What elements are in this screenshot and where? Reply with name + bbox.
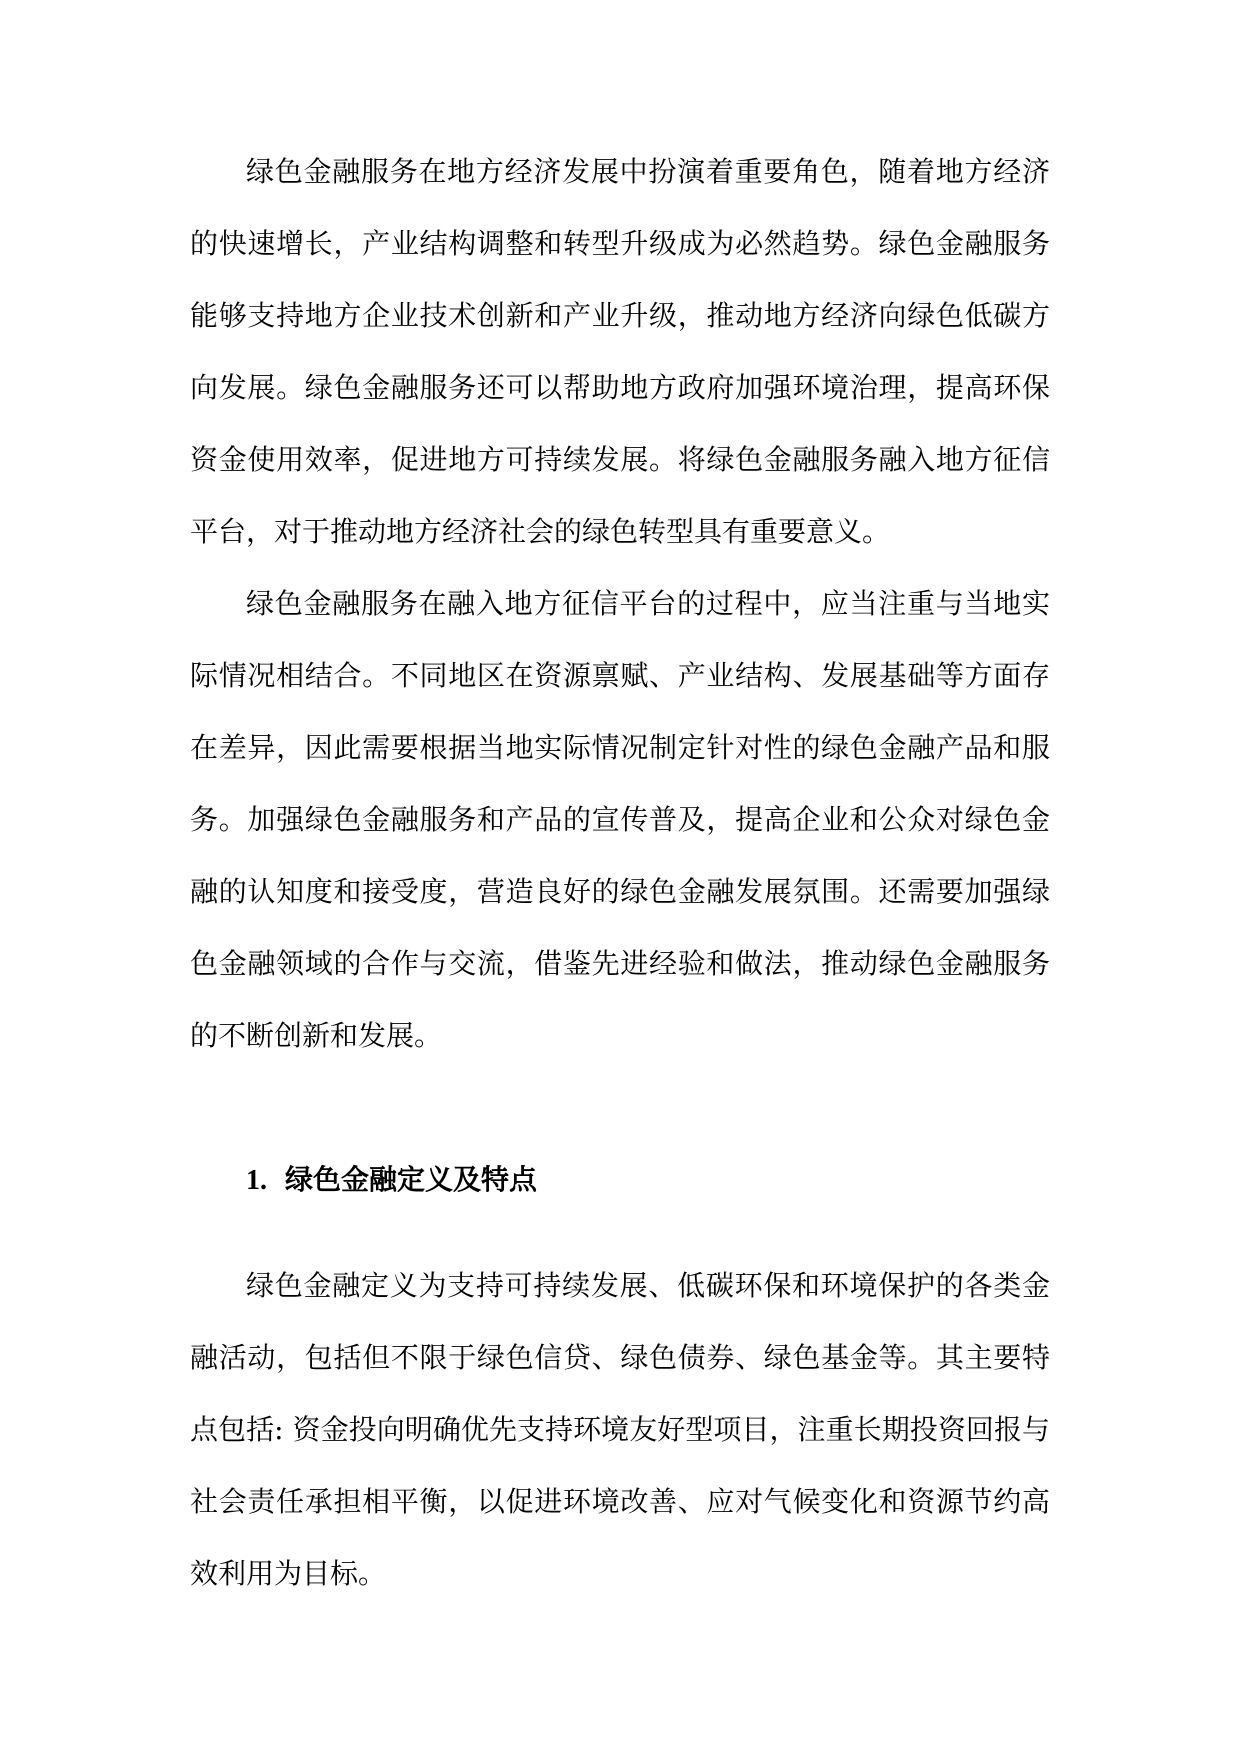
section-number: 1. <box>246 1165 267 1196</box>
paragraph-local-integration: 绿色金融服务在融入地方征信平台的过程中，应当注重与当地实际情况相结合。不同地区在资源禀赋、产业结构、发展基础等方面存在差异，因此需要根据当地实际情况制定针对性的绿色金融产品和服务。加强绿色金融服务和产品的宣传普及，提高企业和公众对绿色金融的认知度和接受度，营造良好的绿色金融发展氛围。还需要加强绿色金融领域的合作与交流，借鉴先进经验和做法，推动绿色金融服务的不断创新和发展。 <box>190 587 1050 1052</box>
section-heading <box>246 1144 537 1217</box>
paragraph-intro: 绿色金融服务在地方经济发展中扮演着重要角色，随着地方经济的快速增长，产业结构调整和转型升级成为必然趋势。绿色金融服务能够支持地方企业技术创新和产业升级，推动地方经济向绿色低碳方向发展。绿色金融服务还可以帮助地方政府加强环境治理，提高环保资金使用效率，促进地方可持续发展。将绿色金融服务融入地方征信平台，对于推动地方经济社会的绿色转型具有重要意义。 <box>190 155 1050 548</box>
section-title: 绿色金融定义及特点 <box>285 1163 538 1196</box>
paragraph-definition: 绿色金融定义为支持可持续发展、低碳环保和环境保护的各类金融活动，包括但不限于绿色信贷、绿色债券、绿色基金等。其主要特点包括: 资金投向明确优先支持环境友好型项目，注重长期投资回报与社会责任承担相平衡，以促进环境改善、应对气候变化和资源节约高效利用为目标。 <box>190 1269 1050 1590</box>
